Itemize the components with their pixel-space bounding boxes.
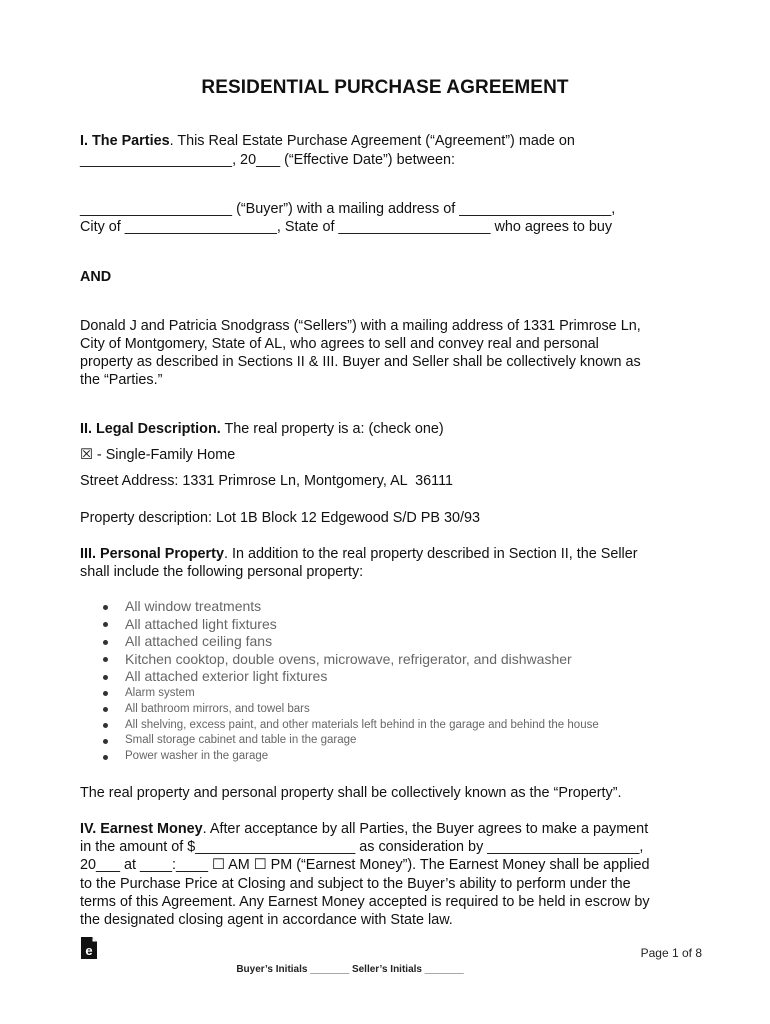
personal-property-line-2: shall include the following personal property: [80, 564, 364, 580]
earnest-line-5: terms of this Agreement. Any Earnest Money accepted is required to be held in escrow by [80, 894, 650, 910]
parties-line-2: ___________________, 20___ (“Effective Date”) between: [80, 152, 455, 168]
parties-text: . This Real Estate Purchase Agreement (“Agreement”) made on [169, 133, 575, 149]
initials-line: Buyer’s Initials _______ Seller’s Initials _______ [236, 964, 464, 975]
document-title: RESIDENTIAL PURCHASE AGREEMENT [201, 77, 569, 98]
parties-line-1 [80, 132, 690, 150]
street-address: Street Address: 1331 Primrose Ln, Montgomery, AL 36111 [80, 473, 454, 489]
eforms-logo-icon [80, 936, 98, 960]
logo-letter: e [85, 943, 93, 958]
list-item: Small storage cabinet and table in the garage [100, 733, 700, 749]
personal-property-line-1 [80, 545, 690, 563]
single-family-checkbox-line: ☒ - Single-Family Home [80, 447, 236, 463]
earnest-line-4: to the Purchase Price at Closing and subject to the Buyer’s ability to perform under the [80, 876, 631, 892]
list-item: Kitchen cooktop, double ovens, microwave, refrigerator, and dishwasher [100, 651, 700, 669]
list-item: Alarm system [100, 686, 700, 702]
sellers-line-4: the “Parties.” [80, 372, 163, 388]
sellers-line-1: Donald J and Patricia Snodgrass (“Sellers”) with a mailing address of 1331 Primrose Ln, [80, 318, 641, 334]
earnest-line-6: the designated closing agent in accordance with State law. [80, 912, 453, 928]
parties-heading: I. The Parties [80, 133, 170, 149]
personal-property-heading: III. Personal Property [80, 546, 224, 562]
buyer-line-1: ___________________ (“Buyer”) with a mailing address of ___________________, [80, 201, 616, 217]
legal-text: The real property is a: (check one) [220, 421, 444, 437]
list-item: All attached exterior light fixtures [100, 668, 700, 686]
property-description: Property description: Lot 1B Block 12 Edgewood S/D PB 30/93 [80, 510, 480, 526]
earnest-line-3: 20___ at ____:____ ☐ AM ☐ PM (“Earnest Money”). The Earnest Money shall be applied [80, 857, 650, 873]
property-summary: The real property and personal property shall be collectively known as the “Property”. [80, 785, 622, 801]
earnest-heading: IV. Earnest Money [80, 821, 203, 837]
personal-property-text: . In addition to the real property described in Section II, the Seller [223, 546, 638, 562]
earnest-text: . After acceptance by all Parties, the Buyer agrees to make a payment [202, 821, 649, 837]
list-item: All attached light fixtures [100, 616, 700, 634]
buyer-line-2: City of ___________________, State of ___________________ who agrees to buy [80, 219, 613, 235]
and-label: AND [80, 269, 112, 285]
sellers-line-2: City of Montgomery, State of AL, who agrees to sell and convey real and personal [80, 336, 599, 352]
sellers-line-3: property as described in Sections II & III. Buyer and Seller shall be collectively known as [80, 354, 641, 370]
list-item: All bathroom mirrors, and towel bars [100, 702, 700, 718]
earnest-line-1 [80, 820, 690, 838]
list-item: All attached ceiling fans [100, 633, 700, 651]
list-item: Power washer in the garage [100, 749, 700, 765]
legal-line [80, 420, 690, 438]
list-item: All shelving, excess paint, and other materials left behind in the garage and behind the house [100, 718, 700, 734]
list-item: All window treatments [100, 598, 700, 616]
page-number: Page 1 of 8 [640, 946, 702, 960]
legal-heading: II. Legal Description. [80, 421, 221, 437]
earnest-line-2: in the amount of $____________________ as consideration by ___________________, [80, 839, 644, 855]
personal-property-list [100, 598, 700, 765]
